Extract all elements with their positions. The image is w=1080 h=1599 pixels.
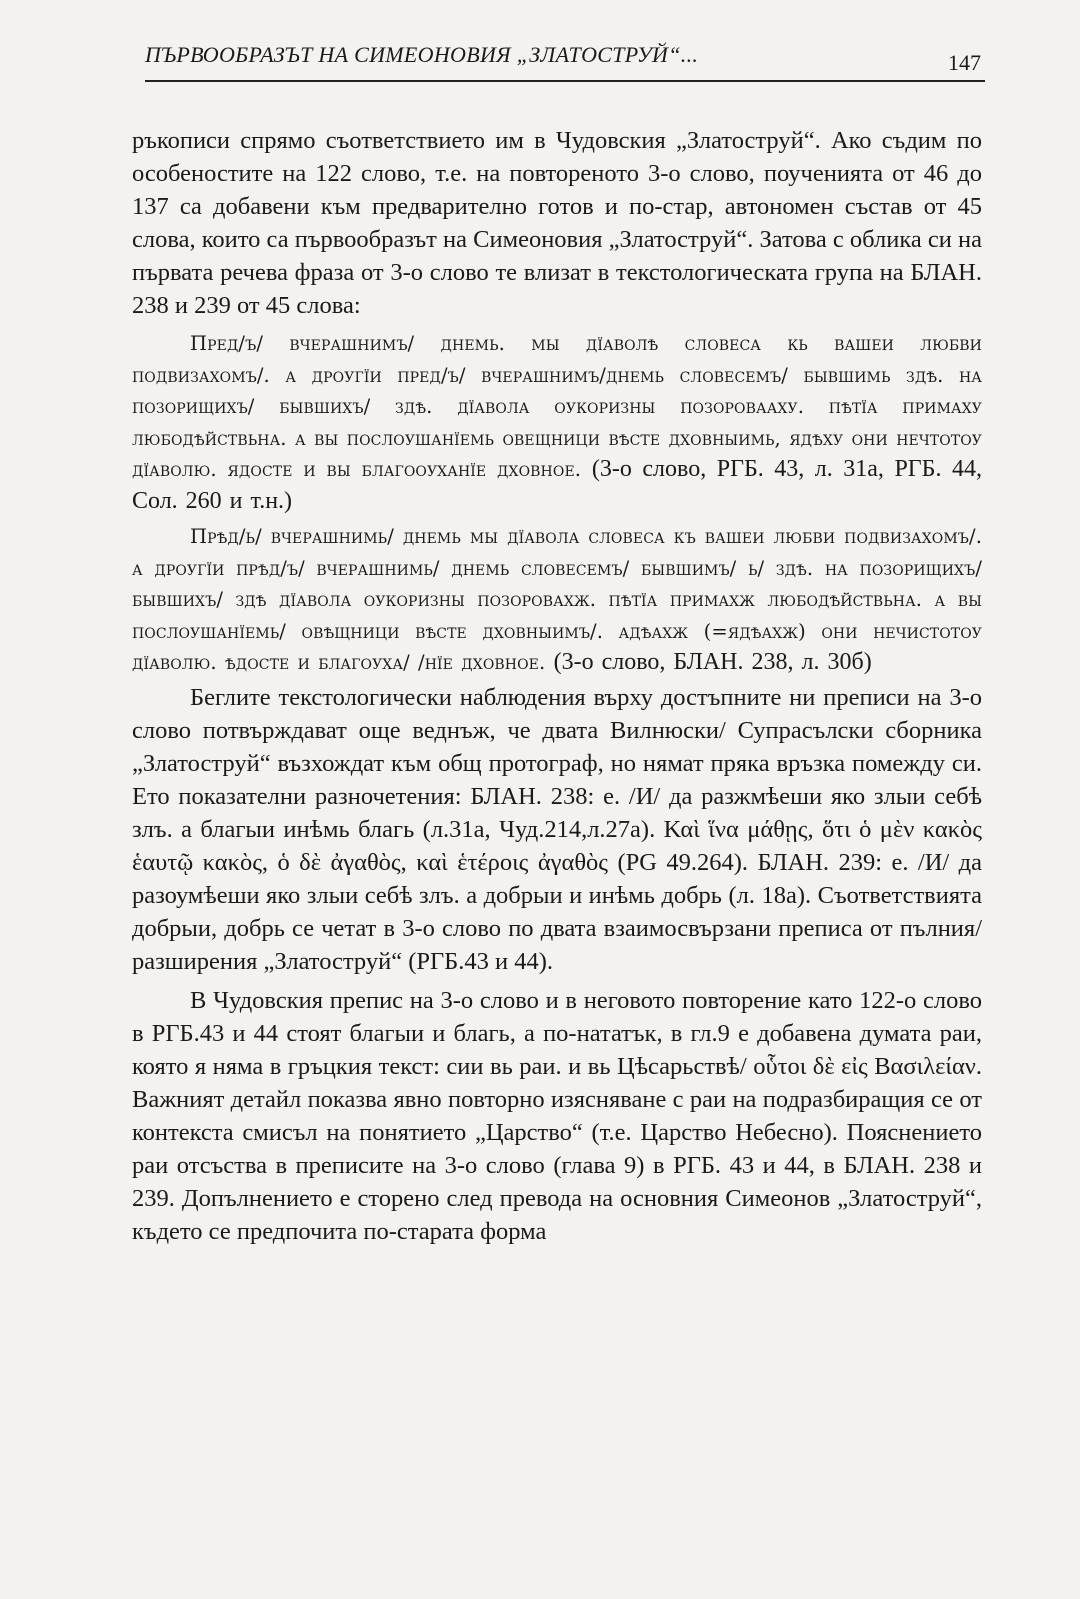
running-title: ПЪРВООБРАЗЪТ НА СИМЕОНОВИЯ „ЗЛАТОСТРУЙ“... — [145, 42, 699, 67]
paragraph-2: Беглите текстологически наблюдения върху достъпните ни преписи на 3-о слово потвърждават още веднъж, че двата Вилнюски/ Супрасълски сборника „Златоструй“ възхождат към общ протограф, но нямат пряка връзка помежду си. Ето показателни разночетения: БЛАН. 238: е. /И/ да разжмѣеши яко злыи себѣ злъ. а благыи инѣмь благь (л.31а, Чуд.214,л.27а). Καὶ ἵνα μάθῃς, ὅτι ὁ μὲν κακὸς ἑαυτῷ κακὸς, ὁ δὲ ἀγαθὸς, καὶ ἑτέροις ἀγαθὸς (PG 49.264). БЛАН. 239: е. /И/ да разоумѣеши яко злыи себѣ злъ. а добрыи и инѣмь добрь (л. 18а). Съответствията добрыи, добрь се четат в 3-о слово по двата взаимосвързани преписа от пълния/ разширения „Златоструй“ (РГБ.43 и 44). — [132, 683, 982, 975]
paragraph-3: В Чудовския препис на 3-о слово и в неговото повторение като 122-о слово в РГБ.43 и 44 стоят благыи и благь, а по-нататък, в гл.9 е добавена думата раи, която я няма в гръцкия текст: сии вь раи. и вь Цѣсарьствѣ/ οὗτοι δὲ εἰς Βασιλείαν. Важният детайл показва явно повторно изясняване с раи на подразбиращия се от контекста смисъл на понятието „Царство“ (т.е. Царство Небесно). Пояснението раи отсъства в преписите на 3-о слово (глава 9) в РГБ. 43 и 44, в БЛАН. 238 и 239. Допълнението е сторено след превода на основния Симеонов „Златоструй“, където се предпочита по-старата форма — [132, 986, 982, 1245]
quote-2-text: Прѣд/ь/ вчерашнимь/ днемь мы дїавола словеса къ вашеи любви подвизахомъ/. а дроугїи прѣд/ъ/ вчерашнимь/ днемь словесемъ/ бывшимъ/ ь/ здѣ. на позорищихъ/ бывшихъ/ здѣ дїавола оукоризны позоровахж. пѣтїа примахж любодѣйствьна. а вы послоушанїемь/ овѣщници вѣсте дховныимъ/. адѣахж (=ядѣахж) они нечистотоу дїаволю. ѣдосте и благоуха/ /нїе дховное. — [132, 525, 982, 674]
old-slavonic-quote-1 — [132, 328, 982, 517]
running-header — [145, 40, 985, 82]
main-text — [132, 124, 982, 1248]
quote-1-citation: (3-о слово, РГБ. 43, л. 31а, РГБ. 44, Сол. 260 и т.н.) — [132, 456, 982, 514]
quote-2-citation: (3-о слово, БЛАН. 238, л. 30б) — [553, 649, 872, 675]
quote-1-text: Пред/ъ/ вчерашнимъ/ днемь. мы дїаволѣ словеса кь вашеи любви подвизахомъ/. а дроугїи пред/ъ/ вчерашнимъ/днемь словесемъ/ бывшимь здѣ. на позорищихъ/ бывшихъ/ здѣ. дїавола оукоризны позоровааху. пѣтїа примаху любодѣйствьна. а вы послоушанїемь овещници вѣсте дховныимь, ядѣху они нечтотоу дїаволю. ядосте и вы благооуханїе дховное. — [132, 332, 982, 481]
paragraph-1: ръкописи спрямо съответствието им в Чудовския „Златоструй“. Ако съдим по особеностите на 122 слово, т.е. на повтореното 3-о слово, поученията от 46 до 137 са добавени към предварително готов и по-стар, автономен състав от 45 слова, които са първообразът на Симеоновия „Златоструй“. Затова с облика си на първата речева фраза от 3-о слово те влизат в текстологическата група на БЛАН. 238 и 239 от 45 слова: — [132, 127, 982, 319]
page-number: 147 — [948, 50, 981, 75]
old-slavonic-quote-2 — [132, 521, 982, 679]
